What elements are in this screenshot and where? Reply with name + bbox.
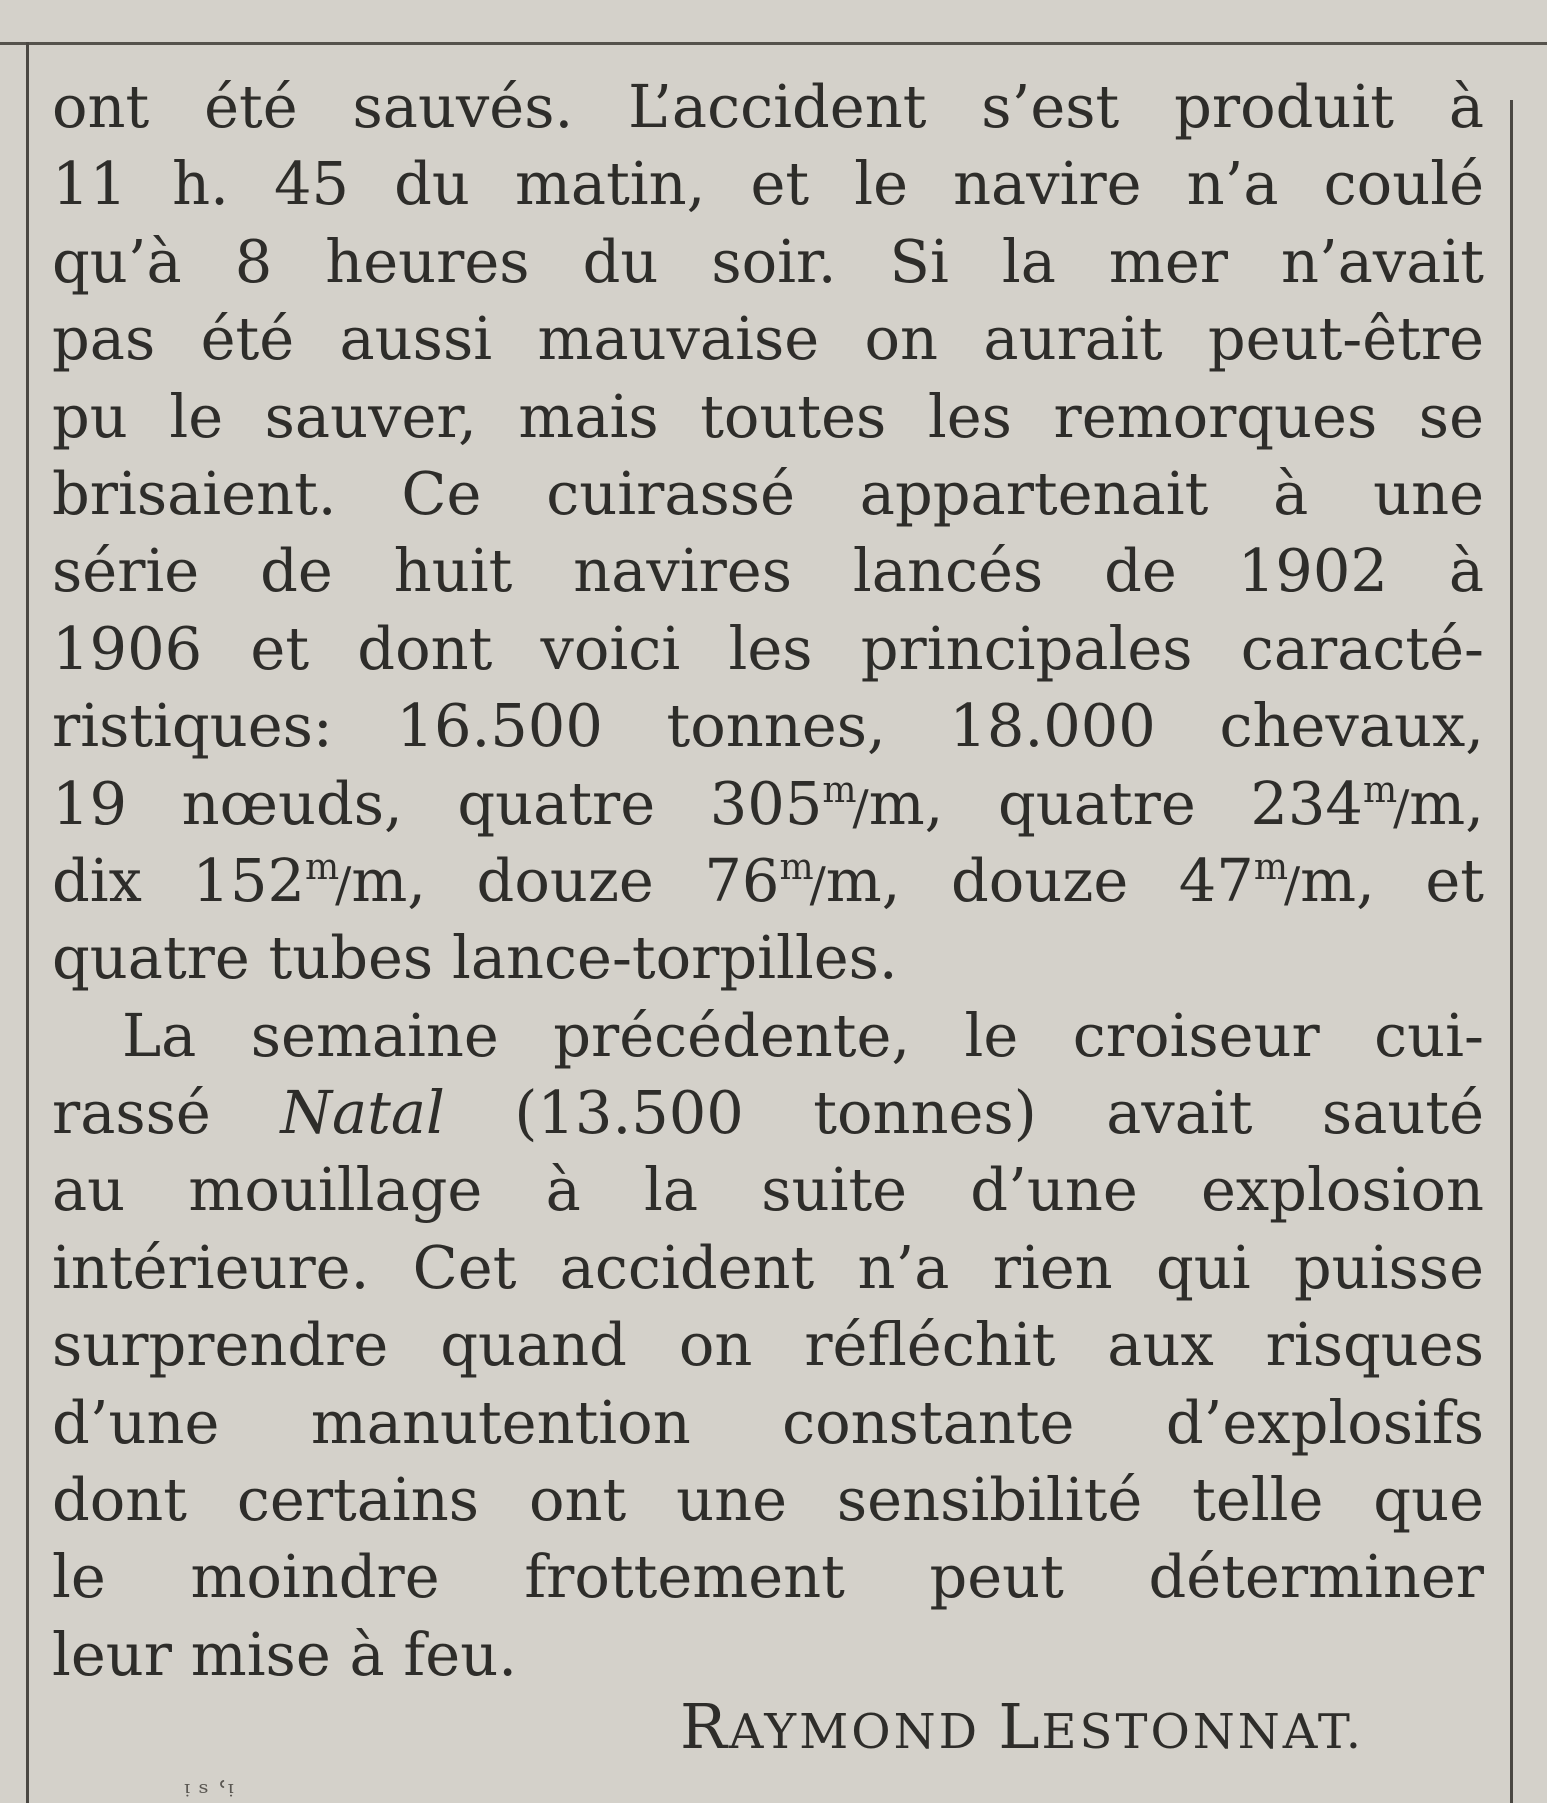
unit-slash: / <box>335 856 352 913</box>
text-line: intérieure. Cet accident n’a rien qui puisse <box>52 1232 1484 1302</box>
millimetre-unit <box>822 769 924 838</box>
text-line: le moindre frottement peut déterminer <box>52 1542 1484 1612</box>
unit-sup: m <box>305 846 340 888</box>
text-line-calibres-2 <box>52 842 1484 919</box>
text-line-natal <box>52 1074 1484 1151</box>
signature-text: ESTONNAT. <box>1041 1704 1365 1760</box>
text-line: série de huit navires lancés de 1902 à <box>52 536 1484 606</box>
bottom-stray-mark: ᵎ ˢ ʿᵎ <box>184 1776 233 1803</box>
text-line: dont certains ont une sensibilité telle que <box>52 1465 1484 1535</box>
text-line: 11 h. 45 du matin, et le navire n’a coulé <box>52 149 1484 219</box>
text-line: ristiques: 16.500 tonnes, 18.000 chevaux, <box>52 691 1484 761</box>
text-line: brisaient. Ce cuirassé appartenait à une <box>52 458 1484 528</box>
text-fragment: dix 152 <box>52 845 306 915</box>
text-line: 1906 et dont voici les principales caracté- <box>52 613 1484 683</box>
unit-sub: m <box>825 845 882 915</box>
millimetre-unit <box>305 846 407 915</box>
text-line: surprendre quand on réfléchit aux risques <box>52 1310 1484 1380</box>
unit-sup: m <box>1253 846 1288 888</box>
unit-sub: m <box>351 845 408 915</box>
text-line: d’une manutention constante d’explosifs <box>52 1387 1484 1457</box>
signature-initial: L <box>998 1690 1042 1763</box>
right-column-rule <box>1510 100 1513 1803</box>
top-rule <box>0 42 1547 45</box>
text-line: leur mise à feu. <box>52 1619 517 1689</box>
millimetre-unit <box>779 846 881 915</box>
millimetre-unit <box>1254 846 1356 915</box>
unit-slash: / <box>1393 779 1410 836</box>
unit-sub: m <box>1409 768 1466 838</box>
text-line-calibres-1 <box>52 765 1484 842</box>
unit-sup: m <box>1362 769 1398 811</box>
paragraph-first-line: La semaine précédente, le croiseur cui- <box>122 1000 1484 1070</box>
text-line: pas été aussi mauvaise on aurait peut-être <box>52 304 1484 374</box>
text-line: au mouillage à la suite d’une explosion <box>52 1155 1484 1225</box>
text-fragment: , quatre 234 <box>924 768 1363 838</box>
ship-name-natal: Natal <box>280 1078 445 1148</box>
unit-sub: m <box>1300 845 1357 915</box>
text-fragment: , <box>1465 768 1484 838</box>
unit-sub: m <box>868 768 925 838</box>
unit-sup: m <box>822 769 857 811</box>
article-column <box>52 68 1484 1693</box>
unit-slash: / <box>852 779 869 836</box>
signature-text: AYMOND <box>728 1704 981 1760</box>
text-fragment: , douze 47 <box>881 845 1254 915</box>
millimetre-unit <box>1363 769 1465 838</box>
left-column-rule <box>26 42 29 1803</box>
signature-initial: R <box>680 1690 729 1763</box>
unit-sup: m <box>779 846 814 888</box>
text-fragment: 19 nœuds, quatre 305 <box>52 768 823 838</box>
text-fragment: , et <box>1356 845 1484 915</box>
unit-slash: / <box>809 856 826 913</box>
text-fragment: (13.500 tonnes) avait sauté <box>444 1078 1484 1148</box>
text-line: quatre tubes lance-torpilles. <box>52 923 898 993</box>
text-line: ont été sauvés. L’accident s’est produit à <box>52 72 1484 141</box>
text-fragment: , douze 76 <box>407 845 780 915</box>
unit-slash: / <box>1283 856 1301 913</box>
text-line: pu le sauver, mais toutes les remorques se <box>52 381 1484 451</box>
text-fragment: rassé <box>52 1078 281 1148</box>
author-signature <box>680 1690 1364 1763</box>
text-line: qu’à 8 heures du soir. Si la mer n’avait <box>52 226 1484 296</box>
